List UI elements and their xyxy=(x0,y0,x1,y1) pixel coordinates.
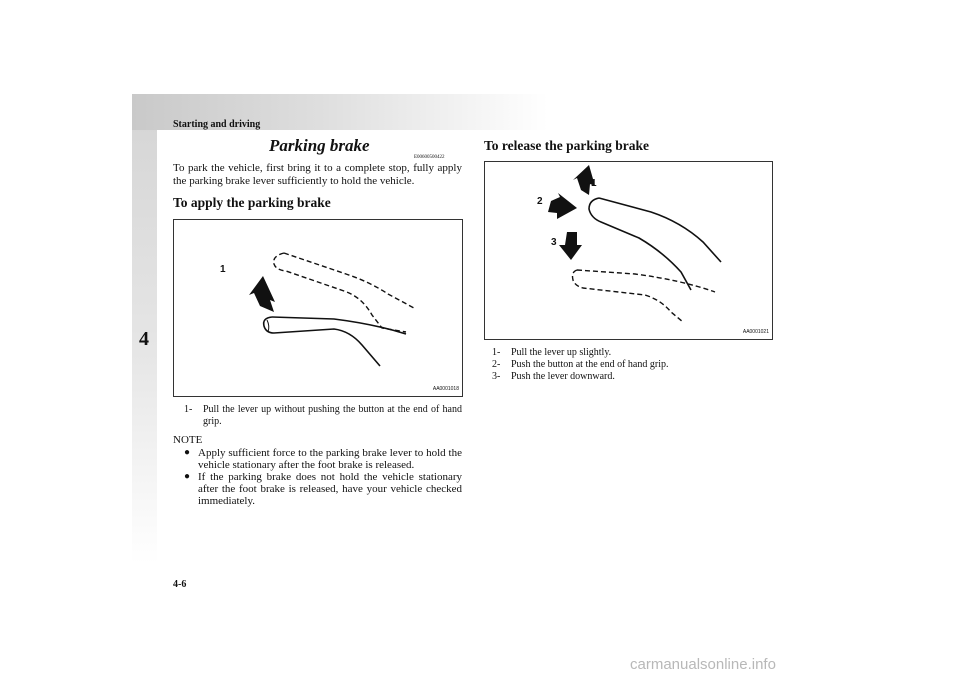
watermark[interactable]: carmanualsonline.info xyxy=(630,656,776,673)
release-steps xyxy=(492,347,762,383)
release-step xyxy=(492,359,762,371)
release-arrow-label-3: 3 xyxy=(551,237,557,248)
page-number: 4-6 xyxy=(173,579,187,590)
bullet-icon: ● xyxy=(184,447,191,458)
step-text: Pull the lever up slightly. xyxy=(511,347,612,358)
note-text: Apply sufficient force to the parking brake lever to hold the vehicle stationary after the foot brake is released. xyxy=(198,447,462,471)
step-text: Push the button at the end of hand grip. xyxy=(511,359,669,370)
apply-steps xyxy=(184,404,462,428)
release-arrow-label-1: 1 xyxy=(591,178,597,189)
arrow-down-icon xyxy=(559,232,582,260)
note-item xyxy=(184,447,462,471)
arrow-right-icon xyxy=(548,193,577,219)
arrow-up-icon xyxy=(249,276,275,312)
section-code: E00600500422 xyxy=(414,155,445,160)
apply-step xyxy=(184,404,462,428)
note-label: NOTE xyxy=(173,434,203,446)
note-text: If the parking brake does not hold the vehicle stationary after the foot brake is released, have your vehicle checked immediately. xyxy=(198,471,462,507)
release-figure-code: AA0001021 xyxy=(742,329,769,335)
step-text: Push the lever downward. xyxy=(511,371,615,382)
release-step xyxy=(492,347,762,359)
step-number: 3- xyxy=(492,371,501,382)
chapter-number: 4 xyxy=(139,328,149,350)
step-number: 1- xyxy=(492,347,501,358)
header-title: Starting and driving xyxy=(173,119,261,130)
release-lever-illustration xyxy=(485,162,772,339)
step-number: 1- xyxy=(184,404,193,415)
bullet-icon: ● xyxy=(184,471,191,482)
apply-figure xyxy=(173,219,463,397)
apply-figure-code: AA0001018 xyxy=(432,386,459,392)
note-item xyxy=(184,471,462,507)
apply-heading: To apply the parking brake xyxy=(173,195,331,210)
apply-lever-illustration xyxy=(174,220,462,396)
apply-arrow-label: 1 xyxy=(220,264,226,275)
release-arrow-label-2: 2 xyxy=(537,196,543,207)
note-list xyxy=(184,447,462,507)
release-figure xyxy=(484,161,773,340)
section-title: Parking brake xyxy=(269,136,370,155)
step-number: 2- xyxy=(492,359,501,370)
release-step xyxy=(492,371,762,383)
section-intro: To park the vehicle, first bring it to a complete stop, fully apply the parking brake lever sufficiently to hold the vehicle. xyxy=(173,162,462,187)
step-text: Pull the lever up without pushing the button at the end of hand grip. xyxy=(203,404,462,427)
release-heading: To release the parking brake xyxy=(484,138,650,153)
